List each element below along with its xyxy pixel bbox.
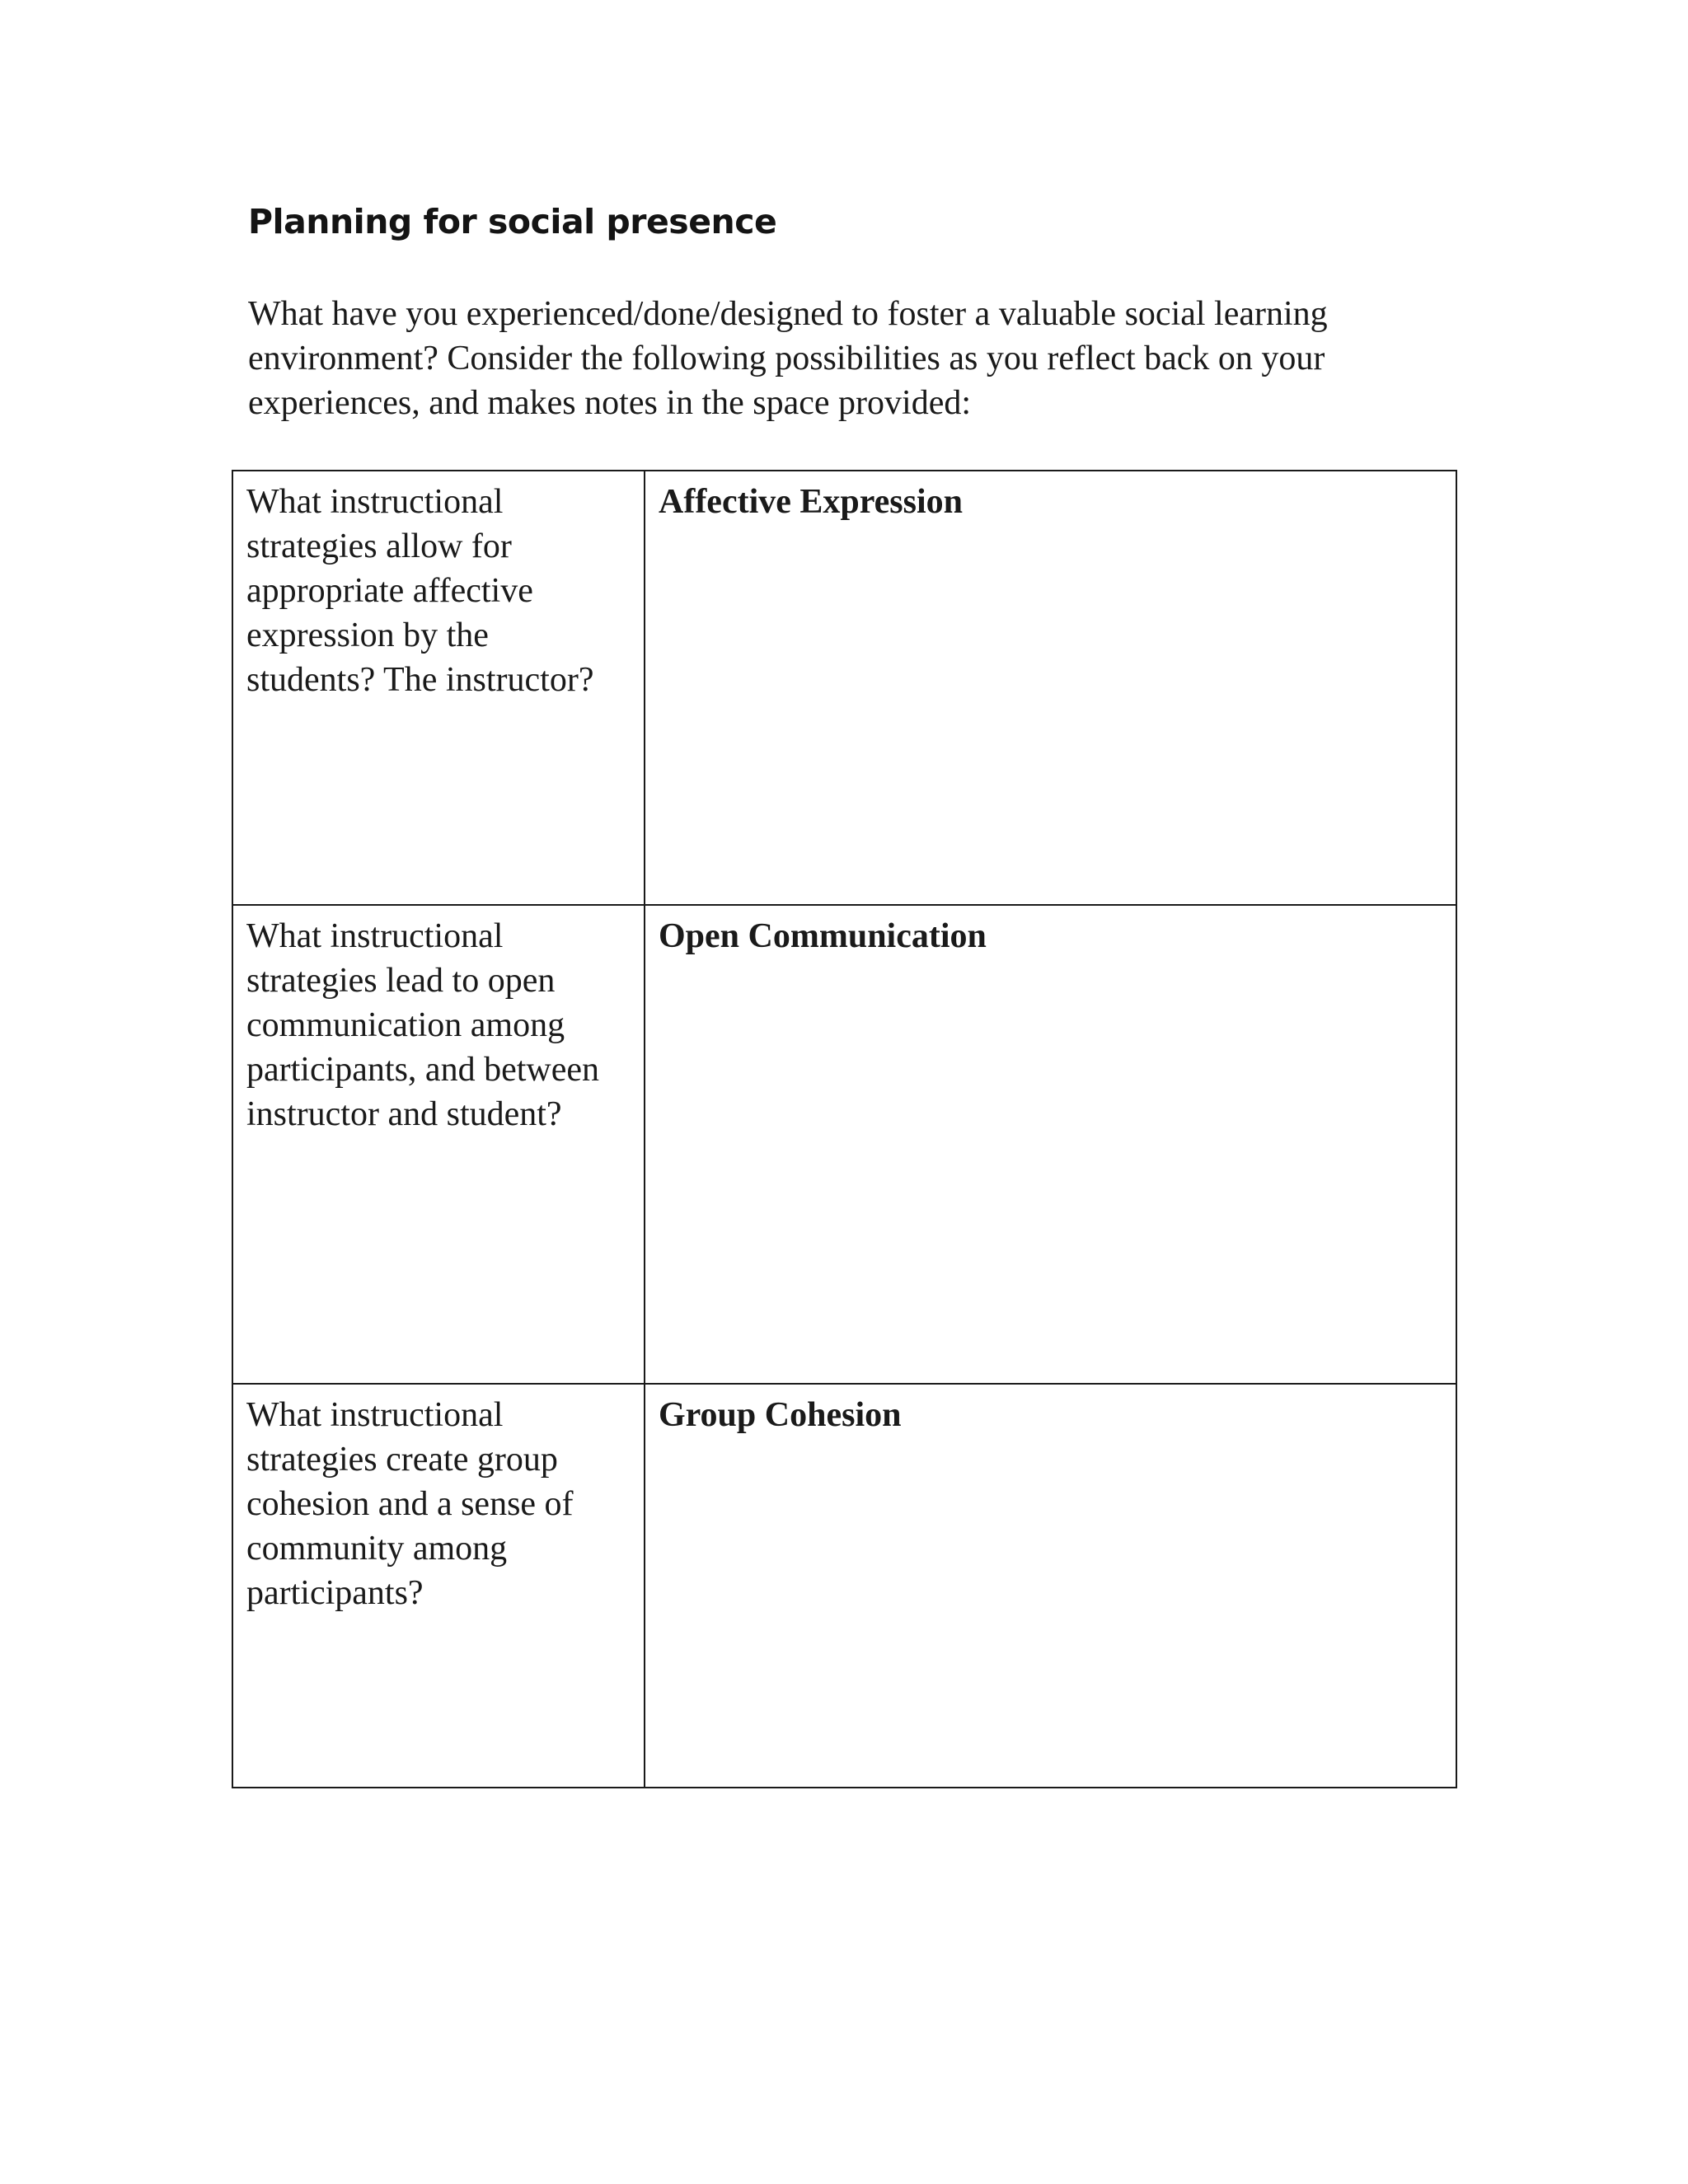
planning-table — [232, 470, 1457, 1788]
question-line: strategies lead to open — [246, 962, 556, 1000]
intro-line: experiences, and makes notes in the space provided: — [248, 384, 972, 422]
question-line: students? The instructor? — [246, 661, 594, 699]
question-line: cohesion and a sense of — [246, 1485, 574, 1523]
intro-line: environment? Consider the following possibilities as you reflect back on your — [248, 340, 1325, 377]
question-cell — [232, 471, 645, 905]
question-line: instructor and student? — [246, 1095, 562, 1133]
question-line: communication among — [246, 1006, 565, 1044]
notes-cell[interactable] — [645, 471, 1456, 905]
notes-heading: Open Communication — [659, 917, 987, 955]
question-line: participants? — [246, 1574, 424, 1612]
question-cell — [232, 905, 645, 1384]
question-line: strategies allow for — [246, 527, 512, 565]
table-row — [232, 471, 1456, 905]
question-line: expression by the — [246, 616, 489, 654]
notes-cell[interactable] — [645, 1384, 1456, 1788]
notes-cell[interactable] — [645, 905, 1456, 1384]
intro-line: What have you experienced/done/designed to foster a valuable social learning — [248, 295, 1328, 333]
table-row — [232, 905, 1456, 1384]
question-line: appropriate affective — [246, 572, 533, 610]
question-line: What instructional — [246, 917, 504, 955]
question-line: participants, and between — [246, 1051, 599, 1089]
question-line: What instructional — [246, 1396, 504, 1434]
question-line: What instructional — [246, 483, 504, 521]
question-line: community among — [246, 1530, 508, 1568]
table-row — [232, 1384, 1456, 1788]
intro-paragraph — [248, 292, 1443, 425]
question-line: strategies create group — [246, 1441, 558, 1479]
notes-heading: Group Cohesion — [659, 1396, 902, 1434]
question-cell — [232, 1384, 645, 1788]
page-title: Planning for social presence — [248, 202, 777, 241]
notes-heading: Affective Expression — [659, 483, 963, 521]
